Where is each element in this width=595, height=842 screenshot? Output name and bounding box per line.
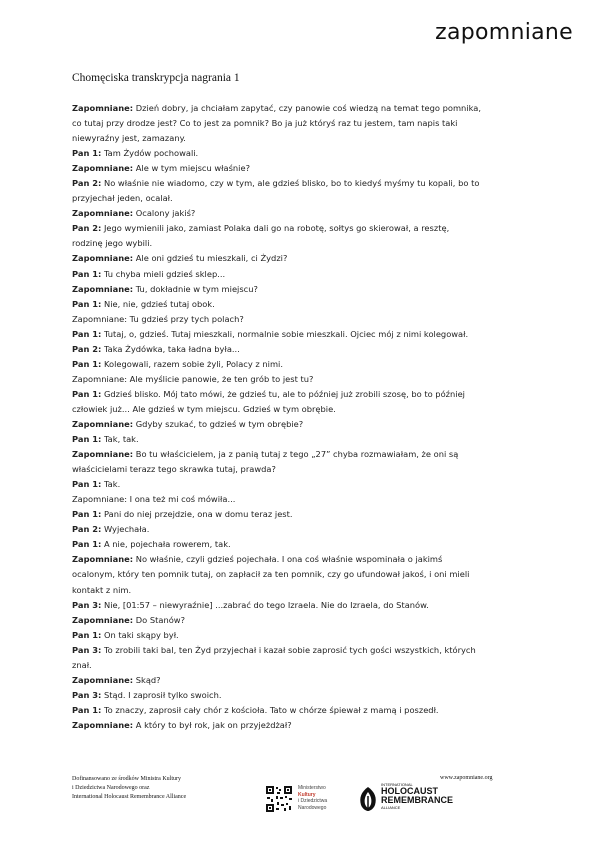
utterance-text: No właśnie, czyli gdzieś pojechała. I ona coś właśnie wspominała o jakimś [135,554,443,565]
utterance-text: niewyraźny jest, zamazany. [72,133,186,144]
transcript-line [72,628,527,643]
utterance-text: Tu gdzieś przy tych polach? [129,313,244,324]
utterance-text: Wyjechała. [103,524,150,535]
utterance-text: Tam Żydów pochowali. [103,148,199,159]
utterance-text: Gdzieś blisko. Mój tato mówi, że gdzieś tu, ale to później już zrobili szosę, bo to później [103,388,465,399]
speaker-label: Pan 3: [72,599,102,610]
transcript-line [72,146,527,161]
transcript [72,101,527,733]
ihra-logo [357,780,453,816]
utterance-text: A nie, pojechała rowerem, tak. [103,539,231,550]
transcript-line [72,372,527,387]
utterance-text: Dzień dobry, ja chciałam zapytać, czy panowie coś wiedzą na temat tego pomnika, [135,103,481,113]
speaker-label: Zapomniane: [72,253,134,264]
utterance-text: Do Stanów? [135,614,185,625]
utterance-text: A który to był rok, jak on przyjeżdżał? [135,719,292,730]
transcript-line [72,236,527,251]
transcript-line [72,191,527,206]
transcript-line [72,327,527,342]
utterance-text: Tak, tak. [103,434,139,445]
speaker-label: Zapomniane: [72,614,134,625]
speaker-label: Pan 1: [72,268,102,279]
document-title: Chomęciska transkrypcja nagrania 1 [72,72,240,84]
utterance-text: Ocalony jakiś? [135,208,196,219]
transcript-line [72,718,527,733]
transcript-line [72,417,527,432]
transcript-line [72,221,527,236]
speaker-label: Zapomniane: [72,313,127,324]
transcript-line [72,116,527,131]
transcript-line [72,176,527,191]
speaker-label: Pan 2: [72,223,102,234]
transcript-line [72,297,527,312]
ihra-line: ALLIANCE [381,805,401,810]
transcript-line [72,312,527,327]
transcript-line [72,251,527,266]
transcript-line [72,357,527,372]
transcript-line [72,402,527,417]
ministry-line: Narodowego [298,804,327,811]
transcript-line [72,567,527,582]
speaker-label: Zapomniane: [72,449,134,460]
utterance-text: Jego wymienili jako, zamiast Polaka dali go na robotę, sołtys go skierował, a resztę, [103,223,450,234]
speaker-label: Zapomniane: [72,283,134,294]
utterance-text: Stąd. I zaprosił tylko swoich. [103,689,222,700]
utterance-text: rodzinę jego wybili. [72,238,153,249]
utterance-text: Skąd? [135,674,161,685]
utterance-text: Ale w tym miejscu właśnie? [135,163,250,174]
transcript-line [72,477,527,492]
speaker-label: Pan 1: [72,434,102,445]
funding-line: i Dziedzictwa Narodowego oraz [72,785,150,791]
speaker-label: Pan 1: [72,298,102,309]
utterance-text: Tu, dokładnie w tym miejscu? [135,283,258,294]
transcript-line [72,658,527,673]
transcript-line [72,492,527,507]
speaker-label: Zapomniane: [72,103,134,113]
speaker-label: Zapomniane: [72,494,127,505]
funding-note [72,775,186,802]
utterance-text: On taki skąpy był. [103,629,179,640]
utterance-text: znał. [72,659,92,670]
speaker-label: Zapomniane: [72,208,134,219]
speaker-label: Pan 2: [72,343,102,354]
utterance-text: człowiek już... Ale gdzieś w tym miejscu. Gdzieś w tym obrębie. [72,403,336,414]
speaker-label: Zapomniane: [72,163,134,174]
website-url: www.zapomniane.org [440,775,493,781]
utterance-text: Ale myślicie panowie, że ten grób to jest tu? [129,373,314,384]
transcript-line [72,522,527,537]
brand-logo: zapomniane [435,20,573,45]
utterance-text: Gdyby szukać, to gdzieś w tym obrębie? [135,418,304,429]
speaker-label: Pan 1: [72,479,102,490]
utterance-text: Nie, [01:57 – niewyraźnie] ...zabrać do tego Izraela. Nie do Izraela, do Stanów. [103,599,429,610]
utterance-text: No właśnie nie wiadomo, czy w tym, ale gdzieś blisko, bo to kiedyś myśmy tu kopali, bo to [103,178,480,189]
utterance-text: kontakt z nim. [72,584,132,595]
transcript-line [72,447,527,462]
transcript-line [72,688,527,703]
ihra-line: HOLOCAUST [381,786,438,796]
speaker-label: Pan 2: [72,524,102,535]
utterance-text: co tutaj przy drodze jest? Co to jest za pomnik? Bo ja już któryś raz tu jestem, tam napis taki [72,118,458,129]
speaker-label: Zapomniane: [72,554,134,565]
utterance-text: Taka Żydówka, taka ładna była... [103,343,240,354]
ihra-emblem-icon [357,786,379,812]
speaker-label: Pan 1: [72,388,102,399]
utterance-text: przyjechał jeden, ocalał. [72,193,173,204]
speaker-label: Zapomniane: [72,674,134,685]
ministry-logo [298,785,327,811]
funding-line: International Holocaust Remembrance Alliance [72,794,187,800]
transcript-line [72,267,527,282]
transcript-line [72,552,527,567]
utterance-text: I ona też mi coś mówiła... [129,494,236,505]
speaker-label: Pan 1: [72,509,102,520]
ministry-line-accent: Kultury [298,791,316,798]
speaker-label: Pan 2: [72,178,102,189]
speaker-label: Pan 1: [72,704,102,715]
speaker-label: Zapomniane: [72,418,134,429]
transcript-line [72,161,527,176]
transcript-line [72,432,527,447]
transcript-line [72,673,527,688]
transcript-line [72,206,527,221]
ministry-line: i Dziedzictwa [298,798,328,804]
utterance-text: właścicielami terazz tego skrawka tutaj, prawda? [72,464,276,475]
transcript-line [72,613,527,628]
ihra-line: REMEMBRANCE [381,795,453,805]
speaker-label: Pan 1: [72,328,102,339]
utterance-text: Bo tu właścicielem, ja z panią tutaj z tego „27” chyba rozmawiałam, że oni są [135,449,459,460]
utterance-text: To zrobili taki bal, ten Żyd przyjechał i kazał sobie zaprosić tych gości wszystkich, których [103,644,476,655]
transcript-line [72,131,527,146]
utterance-text: To znaczy, zaprosił cały chór z kościoła. Tato w chórze śpiewał z mamą i poszedł. [103,704,439,715]
speaker-label: Pan 1: [72,629,102,640]
utterance-text: Tu chyba mieli gdzieś sklep... [103,268,226,279]
utterance-text: Kolegowali, razem sobie żyli, Polacy z nimi. [103,358,283,369]
transcript-line [72,507,527,522]
speaker-label: Pan 3: [72,644,102,655]
utterance-text: Tak. [103,479,121,490]
funding-line: Dofinansowano ze środków Ministra Kultury [72,776,181,782]
speaker-label: Zapomniane: [72,373,127,384]
utterance-text: Ale oni gdzieś tu mieszkali, ci Żydzi? [135,253,288,264]
speaker-label: Zapomniane: [72,719,134,730]
speaker-label: Pan 1: [72,539,102,550]
transcript-line [72,101,527,116]
ministry-line: Ministerstwo [298,785,326,791]
ihra-line: INTERNATIONAL [381,782,413,787]
utterance-text: Pani do niej przejdzie, ona w domu teraz jest. [103,509,293,520]
utterance-text: Tutaj, o, gdzieś. Tutaj mieszkali, normalnie sobie mieszkali. Ojciec mój z nimi kolegował. [103,328,469,339]
transcript-line [72,282,527,297]
speaker-label: Pan 1: [72,148,102,159]
transcript-line [72,598,527,613]
transcript-line [72,537,527,552]
transcript-line [72,342,527,357]
utterance-text: ocalonym, który ten pomnik tutaj, on zapłacił za ten pomnik, czy go ufundował jakoś, i oni mieli [72,569,470,580]
transcript-line [72,387,527,402]
transcript-line [72,583,527,598]
qr-code-icon [265,785,293,813]
transcript-line [72,462,527,477]
speaker-label: Pan 3: [72,689,102,700]
transcript-line [72,643,527,658]
speaker-label: Pan 1: [72,358,102,369]
utterance-text: Nie, nie, gdzieś tutaj obok. [103,298,215,309]
transcript-line [72,703,527,718]
